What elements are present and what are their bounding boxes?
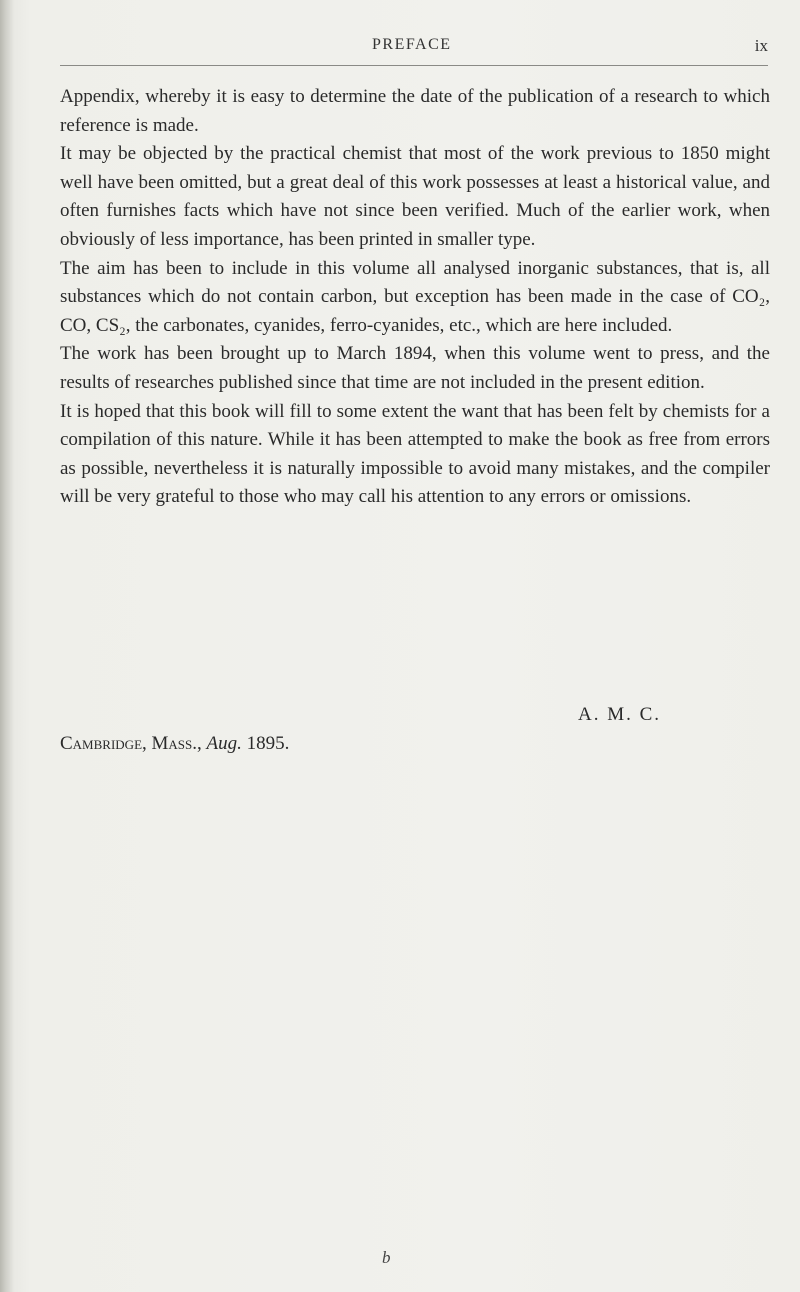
paragraph-5: It is hoped that this book will fill to some extent the want that has been felt by chemists for a compilation of this nature. While it has been attempted to make the book as free from errors as possible, nevertheless it is naturally impossible to avoid many mistakes, and the compiler will be very grateful to those who may call his attention to any errors or omissions. [60, 400, 770, 508]
date-year: 1895. [246, 733, 290, 754]
paragraph-2: It may be objected by the practical chemist that most of the work previous to 1850 might well have been omitted, but a great deal of this work possesses at least a historical value, and often furnishes facts which have not since been verified. Much of the earlier work, when obviously of less importance, has been printed in smaller type. [60, 143, 770, 250]
paragraph-4: The work has been brought up to March 1894, when this volume went to press, and the results of researches published since that time are not included in the present edition. [60, 343, 770, 393]
place-and-date [60, 733, 289, 755]
page-spine-shadow [0, 0, 14, 1292]
paragraph-3: The aim has been to include in this volume all analysed inorganic substances, that is, all substances which do not contain carbon, but exception has been made in the case of CO₂, CO, CS₂, the carbonates, cyanides, ferro-cyanides, etc., which are here included. [60, 257, 770, 336]
printer-signature-mark: b [382, 1248, 391, 1267]
page-number: ix [754, 36, 768, 55]
place: Cambridge, Mass., [60, 733, 202, 754]
paragraph-1: Appendix, whereby it is easy to determine the date of the publication of a research to which reference is made. [60, 86, 770, 136]
page-header [60, 36, 768, 66]
running-head: PREFACE [372, 36, 452, 53]
preface-body [60, 83, 770, 512]
author-initials: A. M. C. [578, 704, 662, 725]
date-month: Aug. [206, 733, 242, 754]
header-rule [60, 65, 768, 66]
